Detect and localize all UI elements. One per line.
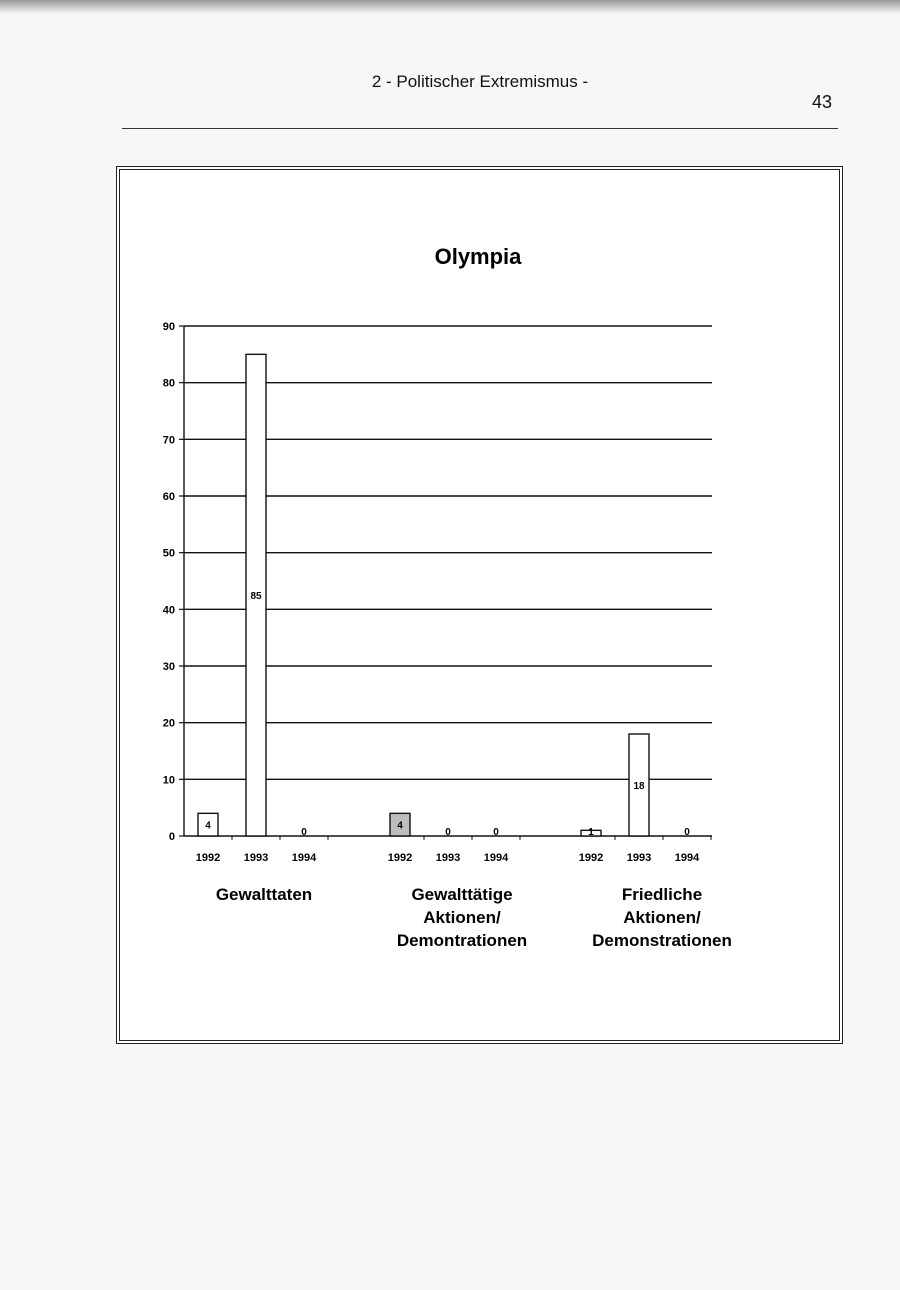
- group-label: Aktionen/: [423, 908, 501, 927]
- x-tick-label: 1992: [578, 852, 604, 864]
- group-label: Friedliche: [621, 885, 703, 904]
- group-label: Gewalttätige: [411, 885, 513, 904]
- y-tick-label: 30: [162, 661, 175, 673]
- data-label: 4: [397, 820, 403, 832]
- x-tick-label: 1994: [291, 852, 317, 864]
- data-label: 18: [633, 781, 645, 792]
- running-head: 2 - Politischer Extremismus -: [371, 72, 589, 91]
- x-tick-label: 1994: [674, 852, 700, 864]
- y-tick-label: 10: [162, 774, 175, 787]
- group-label: Gewalttaten: [215, 885, 313, 904]
- x-tick-label: 1992: [195, 852, 221, 864]
- data-label: 85: [250, 591, 262, 603]
- data-label: 0: [301, 827, 307, 838]
- y-tick-label: 80: [162, 377, 175, 390]
- data-label: 0: [684, 827, 690, 838]
- chart-title: Olympia: [434, 244, 522, 269]
- y-tick-label: 50: [162, 547, 175, 560]
- data-label: 4: [205, 820, 211, 832]
- y-tick-label: 90: [162, 321, 175, 333]
- group-label: Demonstrationen: [592, 931, 732, 950]
- page-number: 43: [812, 92, 833, 112]
- x-tick-label: 1992: [387, 852, 413, 864]
- group-label: Demontrationen: [396, 931, 528, 950]
- data-label: 0: [493, 827, 499, 838]
- x-tick-label: 1994: [483, 852, 509, 864]
- x-tick-label: 1993: [626, 852, 652, 864]
- y-tick-label: 20: [162, 717, 175, 730]
- data-label: 1: [588, 827, 594, 838]
- x-tick-label: 1993: [435, 852, 461, 864]
- data-label: 0: [445, 827, 451, 838]
- group-label: Aktionen/: [623, 908, 701, 927]
- y-tick-label: 60: [162, 491, 175, 503]
- y-tick-label: 70: [162, 434, 175, 447]
- y-tick-label: 0: [168, 831, 175, 843]
- x-tick-label: 1993: [243, 852, 269, 864]
- y-tick-label: 40: [162, 604, 175, 617]
